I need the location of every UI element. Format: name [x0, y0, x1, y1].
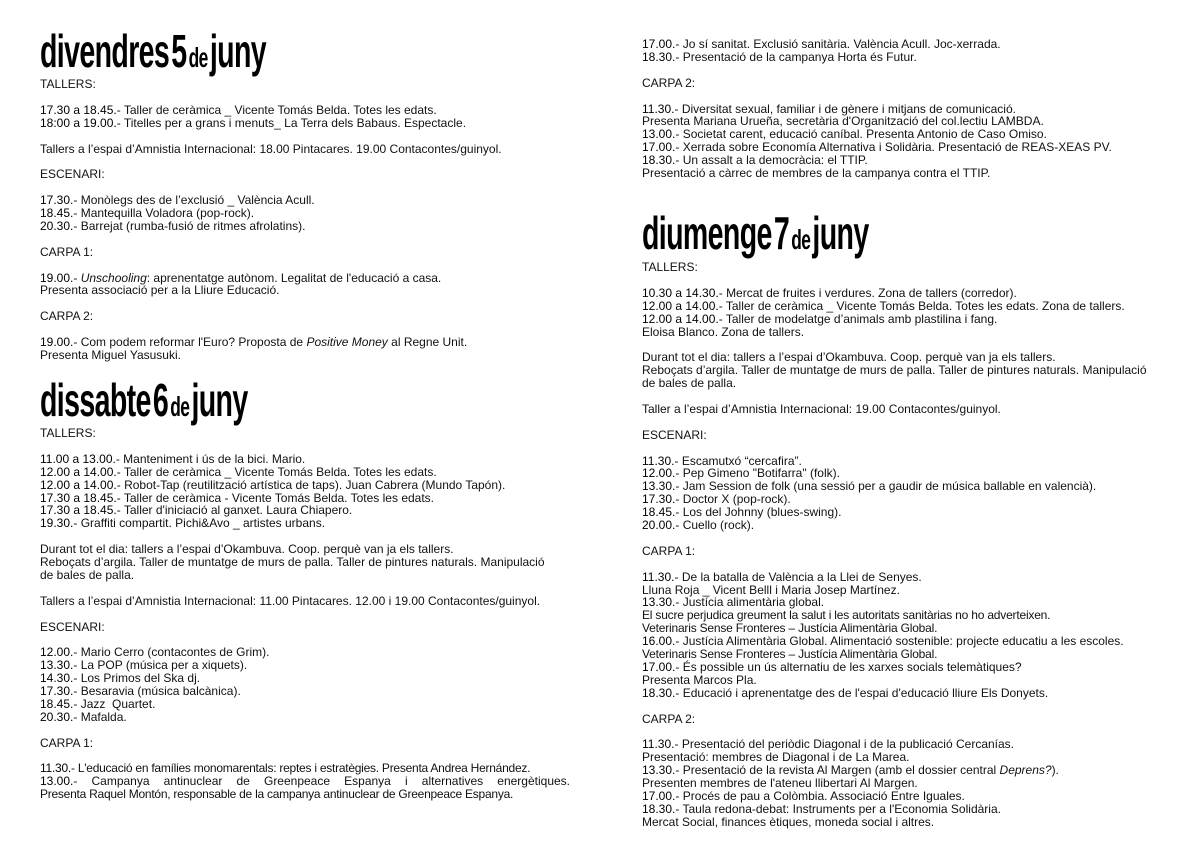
section-label: CARPA 1: — [642, 543, 696, 558]
item-time: 14.30. — [40, 671, 74, 686]
list-item — [40, 517, 570, 530]
item-time: 11.00 a 13.00. — [40, 451, 116, 466]
item-italic: Deprens? — [999, 763, 1052, 778]
item-text: - És possible un ús alternatiu de les xarxes socials telemàtiques? — [675, 659, 1022, 674]
item-time: 12.00 a 14.00. — [642, 311, 719, 326]
heading-weekday: dissabte — [40, 374, 151, 426]
item-time: 17.00. — [642, 37, 676, 51]
note: Tallers a l’espai d’Amnistia Internacional: 18.00 Pintacares. 19.00 Contacontes/guinyol. — [40, 141, 502, 156]
item-time: 11.30. — [642, 569, 675, 584]
item-italic: Unschooling — [80, 270, 147, 285]
list-item-cont: Presenta associació per a la Lliure Educació. — [40, 283, 280, 298]
item-text: El sucre perjudica greument la salut i les autoritats sanitàrias no ho adverteixen. — [642, 608, 1051, 623]
item-text: Presenta Mariana Urueña, secretària d'Organització del col.lectiu LAMBDA. — [642, 114, 1044, 129]
item-text: - Graffiti compartit. Pichi&Avo _ artistes urbans. — [73, 516, 326, 531]
heading-month: juny — [209, 25, 266, 77]
list-item-cont: Presenta Raquel Montón, responsable de la campanya antinuclear de Greenpeace Espanya. — [40, 787, 514, 802]
item-text: - Escamutxó “cercafira”. — [674, 453, 802, 468]
section-label: CARPA 2: — [40, 309, 94, 324]
item-time: 19.00. — [40, 270, 74, 285]
item-text: - Taller de ceràmica _ Vicente Tomás Belda. Totes les edats. Zona de tallers. — [718, 298, 1125, 313]
item-text: - Taller de ceràmica _ Vicente Tomás Belda. Totes les edats. — [116, 102, 437, 117]
item-text: Eloisa Blanco. Zona de tallers. — [642, 324, 805, 339]
list-item — [40, 220, 570, 233]
heading-day-number: 7 — [773, 207, 790, 259]
section-label: TALLERS: — [642, 260, 698, 274]
heading-weekday: divendres — [40, 25, 170, 77]
item-time: 17.30. — [642, 492, 676, 507]
item-time: 13.30. — [40, 658, 74, 673]
item-text: - Mercat de fruites i verdures. Zona de tallers (corredor). — [718, 285, 1017, 300]
item-time: 17.30 a 18.45. — [40, 102, 117, 117]
note: Tallers a l’espai d’Amnistia Internacional: 11.00 Pintacares. 12.00 i 19.00 Contacontes/guinyol. — [40, 593, 541, 608]
item-text: Presentació a càrrec de membres de la campanya contra el TTIP. — [642, 166, 991, 181]
item-text: - Monòlegs des de l’exclusió _ València Acull. — [73, 193, 315, 208]
heading-de: de — [791, 224, 811, 255]
item-time: 20.30. — [40, 709, 74, 724]
day-heading-friday — [40, 24, 266, 78]
item-text: Veterinaris Sense Fronteres – Justícia Alimentària Global. — [642, 647, 938, 662]
item-text: - Justícia alimentària global. — [675, 595, 825, 610]
section-label: CARPA 1: — [40, 244, 94, 259]
item-text: - Jam Session de folk (una sessió per a gaudir de música ballable en valencià). — [675, 479, 1097, 494]
item-time: 17.30 a 18.45. — [40, 490, 117, 505]
item-time: 17.30. — [40, 684, 74, 699]
saturday-program-cont — [642, 38, 1172, 180]
item-text: - De la batalla de València a la Llei de Senyes. — [674, 569, 922, 584]
section-label: CARPA 1: — [40, 735, 94, 750]
heading-weekday: diumenge — [642, 207, 772, 259]
list-item — [642, 687, 1172, 700]
list-item — [642, 816, 1172, 829]
list-item — [642, 326, 1172, 339]
heading-de: de — [170, 391, 190, 422]
item-time: 17.00. — [642, 140, 676, 155]
section-label: ESCENARI: — [642, 427, 707, 442]
heading-month: juny — [191, 374, 248, 426]
item-time: 11.30. — [642, 737, 675, 752]
list-item — [40, 117, 570, 130]
item-text: - Doctor X (pop-rock). — [675, 492, 791, 507]
section-label: TALLERS: — [40, 77, 96, 91]
item-text: - Campanya antinuclear de Greenpeace Espanya i alternatives energètiques. — [73, 774, 570, 789]
section-label: ESCENARI: — [40, 167, 105, 182]
item-time: 20.00. — [642, 518, 676, 533]
item-text: - Barrejat (rumba-fusió de ritmes afrolatins). — [73, 218, 306, 233]
note: Durant tot el dia: tallers a l’espai d’Okambuva. Coop. perquè van ja els tallers. — [40, 542, 454, 557]
item-time: 11.30. — [642, 101, 675, 116]
heading-day-number: 5 — [171, 25, 187, 77]
item-time: 11.30. — [40, 761, 71, 776]
item-time: 12.00 a 14.00. — [40, 477, 117, 492]
section-label: TALLERS: — [40, 426, 96, 440]
item-time: 17.00. — [642, 659, 676, 674]
section-label: CARPA 2: — [642, 75, 696, 90]
item-text: Mercat Social, finances ètiques, moneda social i altres. — [642, 814, 935, 829]
item-text: Lluna Roja _ Vicent Belll i Maria Josep Martínez. — [642, 582, 900, 597]
list-item — [642, 167, 1172, 180]
item-text: al Regne Unit. — [387, 335, 468, 349]
list-item-cont: Presenta Miguel Yasusuki. — [40, 347, 181, 362]
note: Durant tot el dia: tallers a l’espai d’Okambuva. Coop. perquè van ja els tallers. — [642, 350, 1056, 365]
item-text: - La POP (música per a xiquets). — [73, 658, 248, 673]
item-text: - Xerrada sobre Economía Alternativa i Solidària. Presentació de REAS-XEAS PV. — [675, 140, 1112, 155]
item-text: - L'educació en famílies monomarentals: reptes i estratègies. Presenta Andrea Hernández. — [70, 761, 531, 776]
item-time: 13.30. — [642, 479, 676, 494]
friday-program — [40, 78, 570, 362]
list-item — [642, 519, 1172, 532]
item-text: Presentació: membres de Diagonal i de La Marea. — [642, 750, 910, 765]
item-text: - Presentació de la revista Al Margen (amb el dossier central — [675, 763, 1000, 778]
item-text: - Manteniment i ús de la bici. Mario. — [115, 451, 306, 466]
item-text: - Mafalda. — [73, 709, 127, 724]
item-text: ). — [1051, 763, 1059, 778]
item-text: - Societat carent, educació caníbal. Presenta Antonio de Caso Omiso. — [675, 127, 1047, 142]
item-time: 12.00. — [40, 645, 74, 660]
item-text: - Cuello (rock). — [675, 518, 755, 533]
item-text: - Taula redona-debat: Instruments per a l'Economia Solidària. — [675, 801, 1001, 816]
item-text: - Jazz Quartet. — [73, 696, 156, 711]
item-time: 20.30. — [40, 218, 74, 233]
note: Reboçats d’argila. Taller de muntatge de murs de palla. Taller de pintures naturals. Manipulació — [642, 363, 1147, 378]
day-heading-sunday — [642, 206, 869, 260]
item-text: - Besaravia (música balcànica). — [73, 684, 241, 699]
item-time: 18.30. — [642, 801, 676, 816]
item-time: 18.30. — [642, 153, 676, 168]
item-text: - Justícia Alimentària Global. Alimentació sostenible: projecte educatiu a les escoles. — [675, 634, 1124, 649]
item-time: 13.00. — [40, 774, 74, 789]
item-time: 12.00. — [642, 466, 676, 481]
item-time: 19.00. — [40, 335, 74, 349]
heading-de: de — [188, 42, 208, 73]
item-text: - Procés de pau a Colòmbia. Associació Entre Iguales. — [675, 789, 965, 804]
note: Taller a l’espai d’Amnistia Internacional: 19.00 Contacontes/guinyol. — [642, 401, 1001, 416]
item-text: - Un assalt a la democràcia: el TTIP. — [675, 153, 868, 168]
note: de bales de palla. — [40, 567, 135, 582]
item-text: - Mario Cerro (contacontes de Grim). — [73, 645, 270, 660]
item-text: Veterinaris Sense Fronteres – Justícia Alimentària Global. — [642, 621, 938, 636]
item-text: : aprenentatge autònom. Legalitat de l'educació a casa. — [146, 270, 442, 285]
list-item — [40, 711, 570, 724]
item-text: - Taller de ceràmica - Vicente Tomás Belda. Totes les edats. — [116, 490, 435, 505]
item-text: - Mantequilla Voladora (pop-rock). — [73, 206, 255, 220]
item-text: - Jo sí sanitat. Exclusió sanitària. València Acull. Joc-xerrada. — [675, 37, 1001, 51]
item-text: - Presentació del periòdic Diagonal i de la publicació Cercanías. — [674, 737, 1015, 752]
item-text: - Pep Gimeno "Botifarra" (folk). — [675, 466, 840, 481]
item-time: 13.30. — [642, 763, 676, 778]
day-heading-saturday — [40, 373, 248, 427]
item-text: - Diversitat sexual, familiar i de gènere i mitjans de comunicació. — [674, 101, 1016, 116]
section-label: CARPA 2: — [642, 711, 696, 726]
item-time: 13.00. — [642, 127, 676, 142]
item-text: - Taller d'iniciació al ganxet. Laura Chiapero. — [116, 503, 353, 518]
note: Reboçats d’argila. Taller de muntatge de murs de palla. Taller de pintures naturals. Manipulació — [40, 555, 545, 570]
item-time: 12.00 a 14.00. — [642, 298, 719, 313]
item-time: 18.30. — [642, 49, 676, 64]
item-time: 17.30 a 18.45. — [40, 503, 117, 518]
item-time: 18.45. — [40, 206, 74, 220]
item-time: 16.00. — [642, 634, 676, 649]
item-italic: Positive Money — [306, 335, 388, 349]
item-text: - Taller de ceràmica _ Vicente Tomás Belda. Totes les edats. — [116, 464, 437, 479]
item-text: Presenten membres de l'ateneu llibertari Al Margen. — [642, 776, 918, 791]
item-text: - Robot-Tap (reutilització artística de taps). Juan Cabrera (Mundo Tapón). — [116, 477, 506, 492]
saturday-program — [40, 427, 570, 801]
item-text: - Com podem reformar l'Euro? Proposta de — [73, 335, 307, 349]
item-text: - Taller de modelatge d’animals amb plastilina i fang. — [718, 311, 998, 326]
sunday-program — [642, 261, 1172, 829]
item-time: 11.30. — [642, 453, 675, 468]
item-time: 17.30. — [40, 193, 74, 208]
list-item — [40, 336, 570, 349]
item-time: 18.30. — [642, 685, 676, 700]
item-time: 18.45. — [642, 505, 676, 520]
item-time: 10.30 a 14.30. — [642, 285, 719, 300]
item-text: Presenta Marcos Pla. — [642, 672, 757, 687]
item-time: 12.00 a 14.00. — [40, 464, 117, 479]
note: de bales de palla. — [642, 376, 737, 391]
item-text: - — [73, 270, 81, 285]
item-time: 13.30. — [642, 595, 676, 610]
item-text: - Presentació de la campanya Horta és Futur. — [675, 49, 917, 64]
item-time: 18.45. — [40, 696, 74, 711]
heading-month: juny — [812, 207, 869, 259]
item-time: 18:00 a 19.00. — [40, 115, 117, 130]
item-text: - Los Primos del Ska dj. — [73, 671, 201, 686]
item-text: - Titelles per a grans i menuts_ La Terra dels Babaus. Espectacle. — [116, 115, 467, 130]
item-time: 17.00. — [642, 789, 676, 804]
section-label: ESCENARI: — [40, 619, 105, 634]
list-item — [642, 51, 1172, 64]
heading-day-number: 6 — [152, 374, 169, 426]
item-text: - Los del Johnny (blues-swing). — [675, 505, 842, 520]
item-time: 19.30. — [40, 516, 74, 531]
item-text: - Educació i aprenentatge des de l'espai d'educació lliure Els Donyets. — [675, 685, 1049, 700]
